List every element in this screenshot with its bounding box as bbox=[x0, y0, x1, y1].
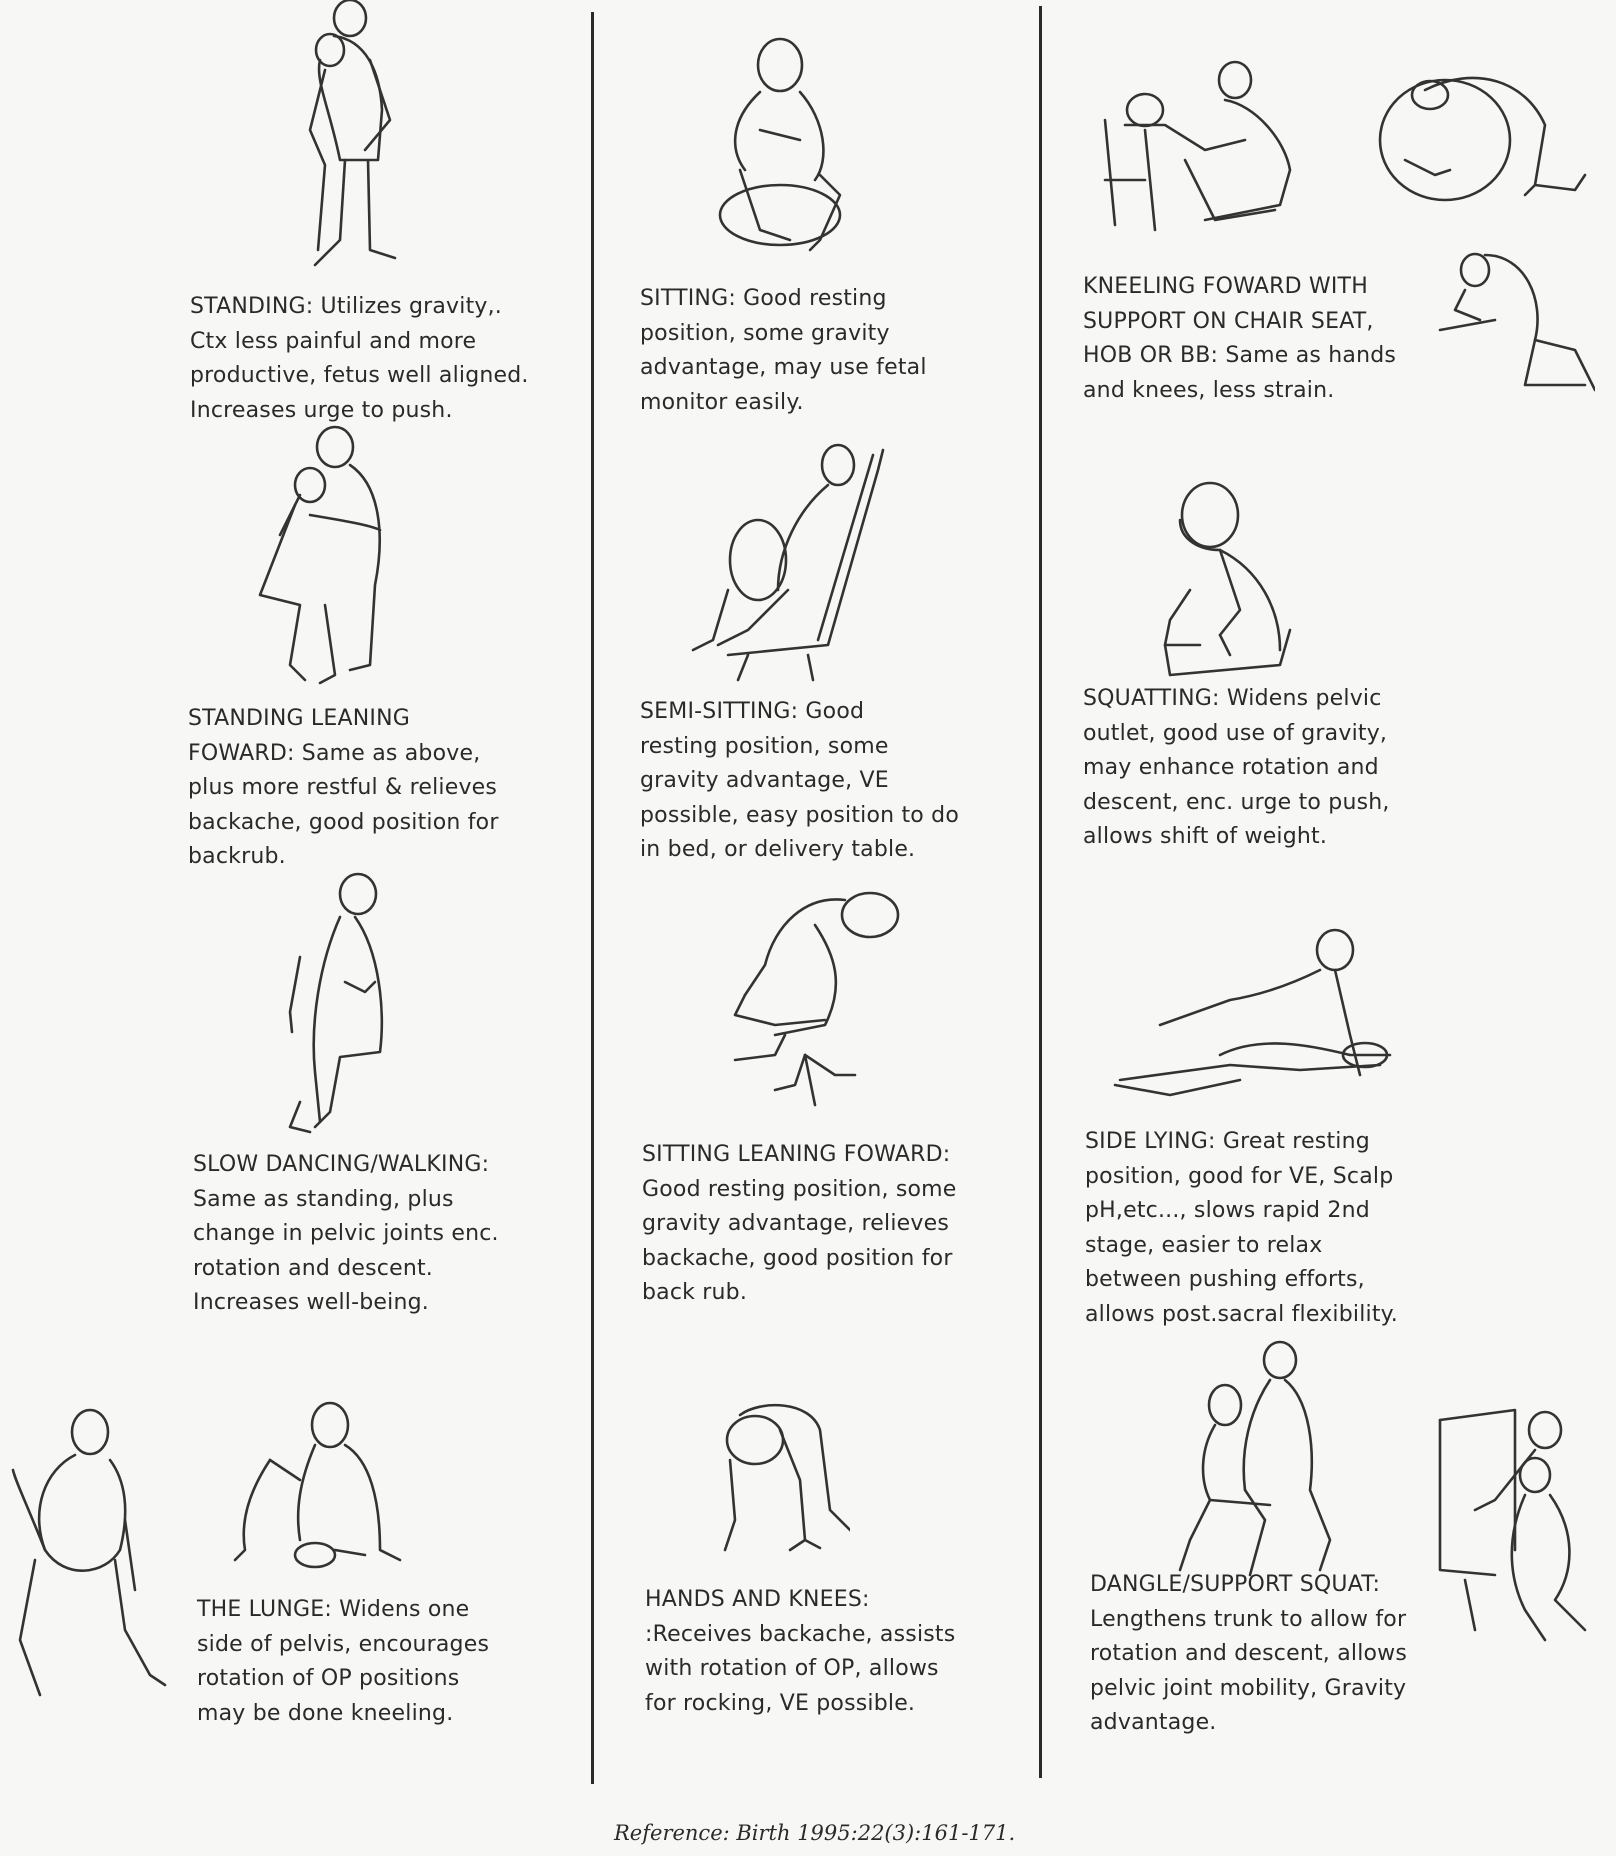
caption-lunge: THE LUNGE: Widens one side of pelvis, encourages rotation of OP positions may be done kneeling. bbox=[197, 1597, 490, 1726]
caption-standing-leaning: STANDING LEANING FOWARD: Same as above, plus more restful & relieves backache, good position for backrub. bbox=[188, 706, 499, 869]
lunge-standing-illustration bbox=[5, 1400, 170, 1700]
kneeling-floor-illustration bbox=[1435, 250, 1595, 395]
slow-dancing-illustration bbox=[270, 872, 400, 1137]
dangle-chair-illustration bbox=[1435, 1400, 1600, 1650]
caption-side-lying: SIDE LYING: Great resting position, good for VE, Scalp pH,etc..., slows rapid 2nd stage, easier to relax between pushing efforts, allows post.sacral flexibility. bbox=[1085, 1129, 1398, 1327]
column-divider-right bbox=[1039, 6, 1042, 1778]
semi-sitting-illustration bbox=[688, 440, 898, 685]
caption-standing: STANDING: Utilizes gravity,. Ctx less painful and more productive, fetus well aligned. Increases urge to push. bbox=[190, 294, 529, 423]
standing-leaning-illustration bbox=[240, 425, 410, 690]
caption-slow-dancing: SLOW DANCING/WALKING: Same as standing, plus change in pelvic joints enc. rotation and descent. Increases well-being. bbox=[193, 1152, 499, 1315]
caption-semi-sitting: SEMI-SITTING: Good resting position, some gravity advantage, VE possible, easy position to do in bed, or delivery table. bbox=[640, 699, 959, 862]
caption-squatting: SQUATTING: Widens pelvic outlet, good use of gravity, may enhance rotation and descent, enc. urge to push, allows shift of weight. bbox=[1083, 686, 1390, 849]
dangle-squat-illustration bbox=[1170, 1340, 1345, 1580]
hands-knees-illustration bbox=[710, 1400, 850, 1560]
squatting-illustration bbox=[1160, 480, 1305, 680]
caption-sitting-leaning: SITTING LEANING FOWARD: Good resting position, some gravity advantage, relieves backache, good position for back rub. bbox=[642, 1142, 957, 1305]
caption-dangle-squat: DANGLE/SUPPORT SQUAT: Lengthens trunk to allow for rotation and descent, allows pelvic joint mobility, Gravity advantage. bbox=[1090, 1572, 1408, 1735]
caption-sitting: SITTING: Good resting position, some gravity advantage, may use fetal monitor easily. bbox=[640, 286, 927, 415]
caption-kneeling-forward: KNEELING FOWARD WITH SUPPORT ON CHAIR SEAT, HOB OR BB: Same as hands and knees, less strain. bbox=[1083, 274, 1397, 403]
kneeling-ball-illustration bbox=[1375, 65, 1595, 205]
standing-illustration bbox=[270, 0, 430, 275]
sitting-illustration bbox=[690, 20, 880, 265]
kneeling-chair-illustration bbox=[1085, 60, 1310, 235]
sitting-leaning-illustration bbox=[715, 885, 915, 1115]
reference-citation: Reference: Birth 1995:22(3):161-171. bbox=[614, 1821, 1016, 1845]
caption-hands-knees: HANDS AND KNEES: :Receives backache, assists with rotation of OP, allows for rocking, VE possible. bbox=[645, 1587, 956, 1716]
side-lying-illustration bbox=[1110, 925, 1410, 1110]
column-divider-left bbox=[591, 12, 594, 1784]
lunge-kneeling-illustration bbox=[230, 1400, 410, 1575]
